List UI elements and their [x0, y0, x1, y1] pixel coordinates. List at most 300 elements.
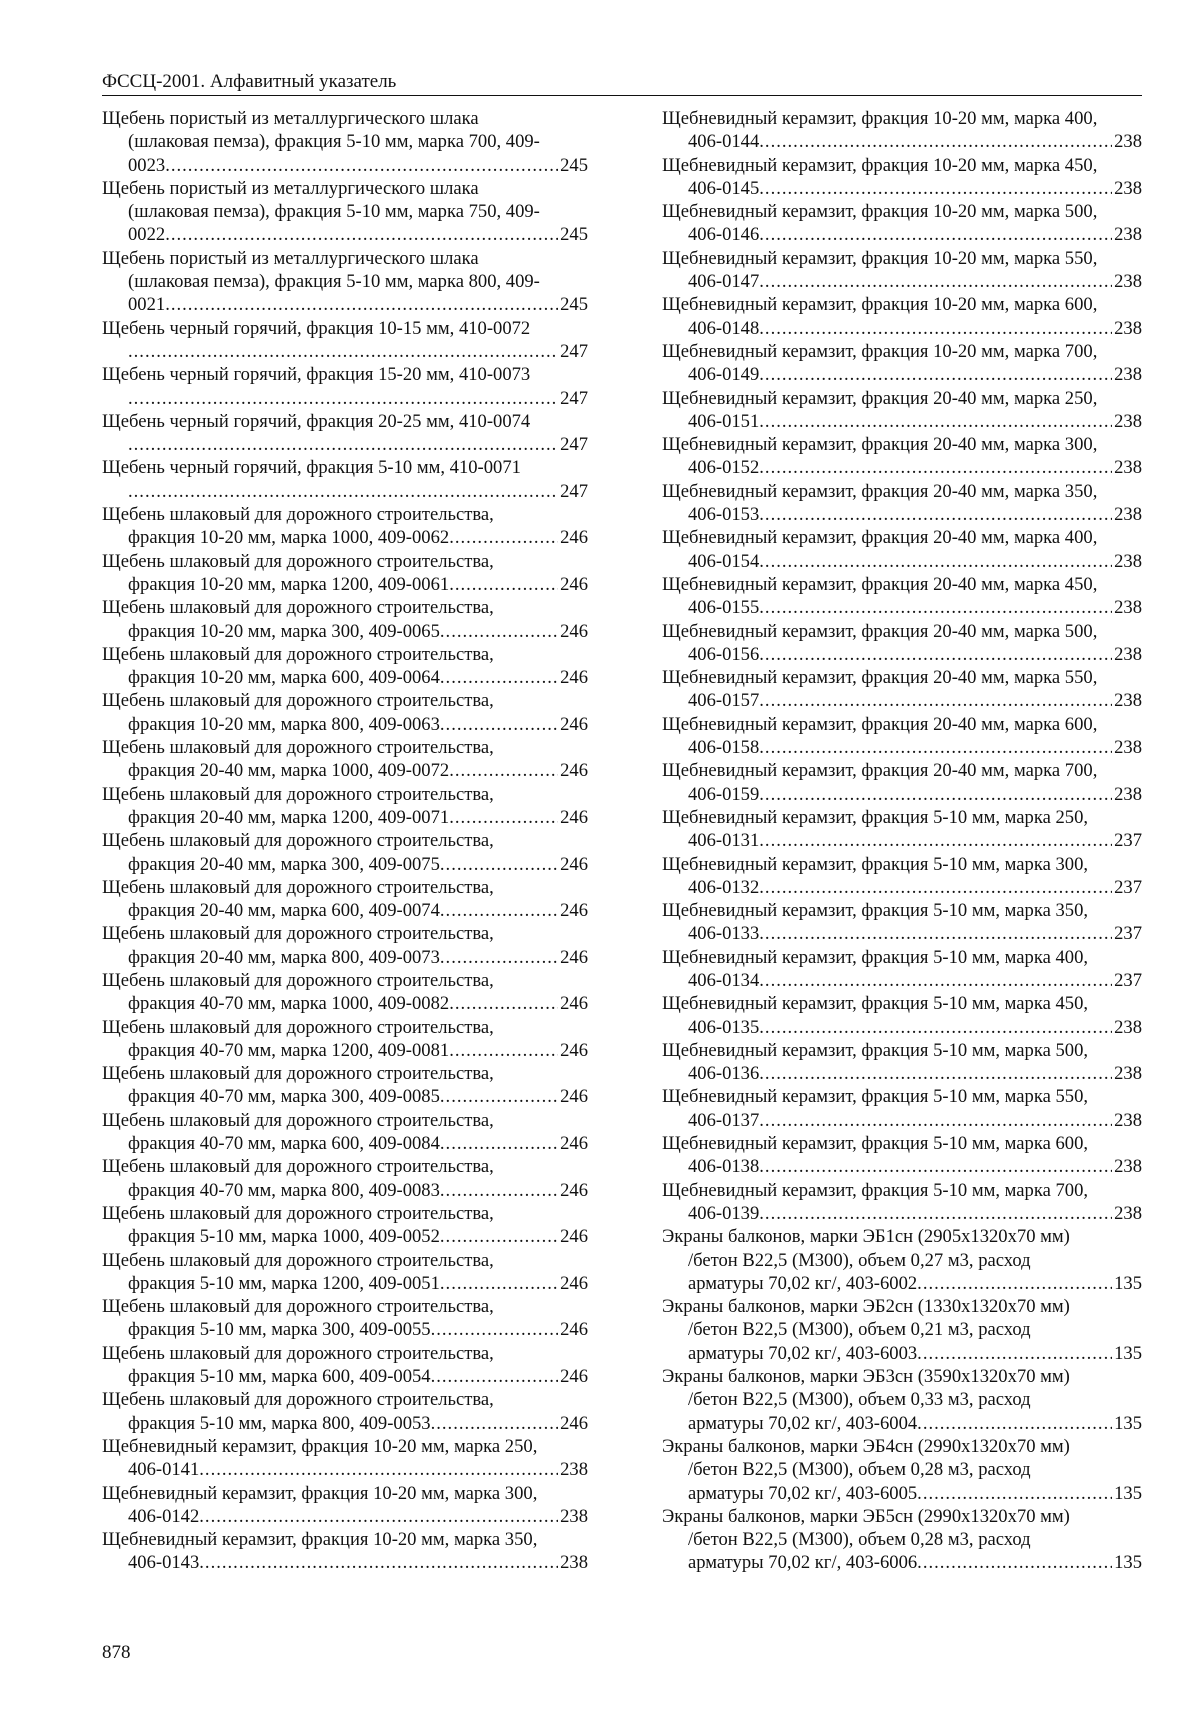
entry-leader-line	[128, 853, 588, 876]
dot-leader	[440, 899, 558, 922]
entry-text-line: Щебневидный керамзит, фракция 20-40 мм, марка 250,	[662, 387, 1098, 409]
entry-text-line: Щебневидный керамзит, фракция 5-10 мм, марка 500,	[662, 1039, 1089, 1061]
dot-leader	[440, 946, 558, 969]
dot-leader	[199, 1458, 558, 1481]
dot-leader	[440, 853, 558, 876]
entry-last-text: 406-0155	[688, 597, 760, 619]
entry-leader-line	[688, 1155, 1142, 1178]
index-entry	[102, 177, 588, 247]
dot-leader	[440, 1179, 558, 1202]
entry-text-line: Щебень шлаковый для дорожного строительства,	[102, 1296, 494, 1318]
entry-leader-line	[128, 946, 588, 969]
entry-leader-line	[688, 1062, 1142, 1085]
entry-page-number: 238	[1114, 597, 1142, 619]
entry-last-text: фракция 10-20 мм, марка 1000, 409-0062	[128, 527, 450, 549]
index-entry	[102, 969, 588, 1016]
entry-leader-line	[688, 503, 1142, 526]
dot-leader	[759, 736, 1112, 759]
entry-page-number: 246	[560, 527, 588, 549]
dot-leader	[128, 387, 558, 410]
entry-page-number: 237	[1114, 923, 1142, 945]
entry-text-line: Щебневидный керамзит, фракция 10-20 мм, марка 450,	[662, 154, 1098, 176]
entry-leader-line	[688, 550, 1142, 573]
index-entry	[662, 480, 1142, 527]
dot-leader	[759, 689, 1112, 712]
entry-last-text: 406-0138	[688, 1156, 760, 1178]
entry-leader-line	[128, 223, 588, 246]
entry-page-number: 245	[560, 294, 588, 316]
index-entry	[662, 946, 1142, 993]
dot-leader	[759, 363, 1112, 386]
entry-page-number: 238	[560, 1552, 588, 1574]
dot-leader	[440, 1085, 558, 1108]
dot-leader	[759, 922, 1112, 945]
entry-text-line: Щебневидный керамзит, фракция 10-20 мм, марка 500,	[662, 201, 1098, 223]
entry-leader-line	[688, 130, 1142, 153]
dot-leader	[449, 992, 558, 1015]
entry-page-number: 238	[1114, 550, 1142, 572]
entry-last-text: 406-0137	[688, 1109, 760, 1131]
entry-text-line: Щебневидный керамзит, фракция 10-20 мм, марка 300,	[102, 1482, 538, 1504]
entry-text-line: Щебневидный керамзит, фракция 5-10 мм, марка 250,	[662, 806, 1089, 828]
dot-leader	[759, 1016, 1112, 1039]
entry-text-line: Экраны балконов, марки ЭБ3сн (3590x1320x70 мм)	[662, 1366, 1070, 1388]
entry-leader-line	[688, 223, 1142, 246]
index-entry	[102, 1249, 588, 1296]
entry-page-number: 135	[1114, 1482, 1142, 1504]
index-entry	[102, 107, 588, 177]
entry-text-line: Экраны балконов, марки ЭБ1сн (2905x1320x70 мм)	[662, 1226, 1070, 1248]
index-entry	[662, 526, 1142, 573]
entry-text-line: (шлаковая пемза), фракция 5-10 мм, марка 700, 409-	[128, 131, 540, 153]
entry-leader-line	[128, 1225, 588, 1248]
entry-page-number: 238	[1114, 177, 1142, 199]
entry-text-line: Экраны балконов, марки ЭБ4сн (2990x1320x70 мм)	[662, 1435, 1070, 1457]
entry-page-number: 238	[1114, 504, 1142, 526]
entry-page-number: 247	[560, 387, 588, 409]
entry-last-text: 0023	[128, 154, 166, 176]
entry-page-number: 238	[1114, 1202, 1142, 1224]
entry-text-line: /бетон В22,5 (М300), объем 0,28 м3, расход	[688, 1529, 1031, 1551]
entry-page-number: 246	[560, 713, 588, 735]
entry-page-number: 238	[1114, 364, 1142, 386]
dot-leader	[759, 1062, 1112, 1085]
entry-last-text: 406-0139	[688, 1202, 760, 1224]
index-entry	[102, 1155, 588, 1202]
index-entry	[662, 853, 1142, 900]
entry-last-text: 406-0143	[128, 1552, 200, 1574]
entry-page-number: 238	[1114, 643, 1142, 665]
dot-leader	[440, 620, 558, 643]
dot-leader	[449, 573, 558, 596]
dot-leader	[431, 1318, 559, 1341]
dot-leader	[917, 1412, 1112, 1435]
entry-leader-line	[128, 899, 588, 922]
dot-leader	[165, 293, 558, 316]
entry-page-number: 237	[1114, 876, 1142, 898]
dot-leader	[759, 410, 1112, 433]
entry-leader-line	[128, 480, 588, 503]
entry-text-line: Щебень шлаковый для дорожного строительства,	[102, 550, 494, 572]
entry-leader-line	[688, 736, 1142, 759]
entry-text-line: Щебень шлаковый для дорожного строительства,	[102, 1156, 494, 1178]
dot-leader	[759, 317, 1112, 340]
index-column-left	[102, 107, 588, 1575]
index-entry	[102, 247, 588, 317]
entry-page-number: 238	[1114, 131, 1142, 153]
entry-leader-line	[128, 1272, 588, 1295]
dot-leader	[759, 783, 1112, 806]
index-entry	[662, 713, 1142, 760]
entry-leader-line	[688, 596, 1142, 619]
entry-text-line: Щебень шлаковый для дорожного строительства,	[102, 1202, 494, 1224]
entry-text-line: Щебень шлаковый для дорожного строительства,	[102, 690, 494, 712]
entry-last-text: 406-0144	[688, 131, 760, 153]
entry-last-text: арматуры 70,02 кг/, 403-6002	[688, 1272, 918, 1294]
entry-last-text: фракция 40-70 мм, марка 300, 409-0085	[128, 1086, 440, 1108]
entry-text-line: Щебневидный керамзит, фракция 10-20 мм, марка 250,	[102, 1435, 538, 1457]
entry-leader-line	[128, 620, 588, 643]
index-entry	[102, 1435, 588, 1482]
entry-last-text: фракция 10-20 мм, марка 600, 409-0064	[128, 667, 440, 689]
entry-text-line: Щебневидный керамзит, фракция 20-40 мм, марка 700,	[662, 760, 1098, 782]
entry-last-text: 406-0134	[688, 969, 760, 991]
entry-text-line: /бетон В22,5 (М300), объем 0,28 м3, расход	[688, 1459, 1031, 1481]
entry-last-text: фракция 40-70 мм, марка 600, 409-0084	[128, 1133, 440, 1155]
entry-last-text: фракция 5-10 мм, марка 300, 409-0055	[128, 1319, 431, 1341]
entry-last-text: 406-0131	[688, 830, 760, 852]
dot-leader	[165, 154, 558, 177]
dot-leader	[759, 1202, 1112, 1225]
dot-leader	[759, 130, 1112, 153]
entry-text-line: Щебневидный керамзит, фракция 20-40 мм, марка 500,	[662, 620, 1098, 642]
entry-page-number: 238	[1114, 1156, 1142, 1178]
entry-leader-line	[688, 876, 1142, 899]
entry-last-text: фракция 20-40 мм, марка 1200, 409-0071	[128, 806, 450, 828]
entry-last-text: 406-0149	[688, 364, 760, 386]
entry-leader-line	[128, 1412, 588, 1435]
entry-last-text: фракция 40-70 мм, марка 1200, 409-0081	[128, 1039, 450, 1061]
index-entry	[102, 1482, 588, 1529]
index-entry	[662, 340, 1142, 387]
entry-leader-line	[688, 1412, 1142, 1435]
dot-leader	[440, 1225, 558, 1248]
entry-leader-line	[688, 829, 1142, 852]
entry-leader-line	[688, 177, 1142, 200]
entry-leader-line	[688, 1551, 1142, 1574]
entry-last-text: 406-0151	[688, 410, 760, 432]
index-entry	[102, 410, 588, 457]
entry-page-number: 246	[560, 946, 588, 968]
entry-page-number: 246	[560, 1179, 588, 1201]
entry-text-line: Щебень пористый из металлургического шлака	[102, 108, 479, 129]
entry-text-line: Щебневидный керамзит, фракция 20-40 мм, марка 600,	[662, 713, 1098, 735]
index-entry	[102, 876, 588, 923]
entry-text-line: Щебень шлаковый для дорожного строительства,	[102, 876, 494, 898]
entry-text-line: (шлаковая пемза), фракция 5-10 мм, марка 750, 409-	[128, 201, 540, 223]
entry-page-number: 246	[560, 900, 588, 922]
dot-leader	[759, 596, 1112, 619]
entry-page-number: 238	[560, 1459, 588, 1481]
index-entry	[662, 666, 1142, 713]
entry-leader-line	[128, 713, 588, 736]
dot-leader	[917, 1551, 1112, 1574]
entry-last-text: фракция 20-40 мм, марка 600, 409-0074	[128, 900, 440, 922]
dot-leader	[759, 550, 1112, 573]
entry-page-number: 246	[560, 1272, 588, 1294]
entry-page-number: 237	[1114, 969, 1142, 991]
entry-page-number: 246	[560, 620, 588, 642]
entry-last-text: 406-0141	[128, 1459, 200, 1481]
dot-leader	[449, 759, 558, 782]
entry-page-number: 135	[1114, 1272, 1142, 1294]
entry-text-line: Щебень шлаковый для дорожного строительства,	[102, 737, 494, 759]
dot-leader	[128, 433, 558, 456]
entry-page-number: 238	[1114, 271, 1142, 293]
entry-text-line: Щебневидный керамзит, фракция 5-10 мм, марка 700,	[662, 1179, 1089, 1201]
dot-leader	[759, 1155, 1112, 1178]
entry-last-text: 406-0146	[688, 224, 760, 246]
entry-leader-line	[128, 992, 588, 1015]
index-entry	[102, 689, 588, 736]
entry-last-text: 406-0136	[688, 1063, 760, 1085]
entry-text-line: Щебневидный керамзит, фракция 5-10 мм, марка 300,	[662, 853, 1089, 875]
entry-leader-line	[688, 1202, 1142, 1225]
dot-leader	[449, 806, 558, 829]
entry-text-line: Щебневидный керамзит, фракция 20-40 мм, марка 550,	[662, 667, 1098, 689]
entry-text-line: /бетон В22,5 (М300), объем 0,33 м3, расход	[688, 1389, 1031, 1411]
entry-leader-line	[688, 1272, 1142, 1295]
index-entry	[662, 433, 1142, 480]
entry-page-number: 246	[560, 573, 588, 595]
index-entry	[662, 293, 1142, 340]
dot-leader	[917, 1272, 1112, 1295]
entry-text-line: Щебневидный керамзит, фракция 5-10 мм, марка 600,	[662, 1133, 1089, 1155]
dot-leader	[440, 1272, 558, 1295]
entry-last-text: арматуры 70,02 кг/, 403-6006	[688, 1552, 918, 1574]
entry-leader-line	[128, 1505, 588, 1528]
entry-page-number: 238	[1114, 1016, 1142, 1038]
entry-text-line: Щебень шлаковый для дорожного строительства,	[102, 1249, 494, 1271]
dot-leader	[128, 480, 558, 503]
entry-last-text: 406-0154	[688, 550, 760, 572]
entry-text-line: Щебневидный керамзит, фракция 20-40 мм, марка 300,	[662, 434, 1098, 456]
entry-leader-line	[688, 689, 1142, 712]
index-entry	[102, 1062, 588, 1109]
index-column-right	[662, 107, 1142, 1575]
entry-last-text: арматуры 70,02 кг/, 403-6005	[688, 1482, 918, 1504]
entry-last-text: фракция 5-10 мм, марка 800, 409-0053	[128, 1412, 431, 1434]
entry-leader-line	[128, 154, 588, 177]
entry-leader-line	[688, 1016, 1142, 1039]
dot-leader	[759, 270, 1112, 293]
dot-leader	[199, 1551, 558, 1574]
index-entry	[102, 503, 588, 550]
entry-text-line: Щебневидный керамзит, фракция 5-10 мм, марка 450,	[662, 993, 1089, 1015]
index-entry	[662, 387, 1142, 434]
entry-text-line: Щебень черный горячий, фракция 15-20 мм, 410-0073	[102, 364, 531, 386]
index-entry	[662, 1505, 1142, 1575]
entry-text-line: Щебневидный керамзит, фракция 5-10 мм, марка 400,	[662, 946, 1089, 968]
dot-leader	[917, 1342, 1112, 1365]
index-entry	[662, 806, 1142, 853]
index-entry	[662, 200, 1142, 247]
entry-last-text: фракция 40-70 мм, марка 1000, 409-0082	[128, 993, 450, 1015]
entry-text-line: (шлаковая пемза), фракция 5-10 мм, марка 800, 409-	[128, 271, 540, 293]
entry-leader-line	[688, 783, 1142, 806]
entry-page-number: 238	[1114, 737, 1142, 759]
entry-leader-line	[128, 1179, 588, 1202]
entry-leader-line	[128, 1039, 588, 1062]
entry-leader-line	[128, 387, 588, 410]
entry-text-line: Щебневидный керамзит, фракция 5-10 мм, марка 350,	[662, 900, 1089, 922]
entry-text-line: Щебень шлаковый для дорожного строительства,	[102, 504, 494, 526]
dot-leader	[128, 340, 558, 363]
entry-last-text: фракция 10-20 мм, марка 1200, 409-0061	[128, 573, 450, 595]
dot-leader	[759, 876, 1112, 899]
entry-last-text: фракция 20-40 мм, марка 800, 409-0073	[128, 946, 440, 968]
index-entry	[102, 1109, 588, 1156]
entry-last-text: 406-0152	[688, 457, 760, 479]
entry-text-line: Щебневидный керамзит, фракция 10-20 мм, марка 400,	[662, 108, 1098, 129]
entry-leader-line	[688, 643, 1142, 666]
entry-last-text: 406-0158	[688, 737, 760, 759]
entry-leader-line	[688, 410, 1142, 433]
entry-text-line: Щебневидный керамзит, фракция 20-40 мм, марка 450,	[662, 573, 1098, 595]
entry-text-line: Щебень шлаковый для дорожного строительства,	[102, 830, 494, 852]
index-entry	[102, 317, 588, 364]
entry-last-text: 406-0132	[688, 876, 760, 898]
entry-leader-line	[128, 666, 588, 689]
entry-leader-line	[128, 806, 588, 829]
entry-leader-line	[128, 1318, 588, 1341]
entry-last-text: 406-0142	[128, 1505, 200, 1527]
entry-leader-line	[128, 1132, 588, 1155]
dot-leader	[165, 223, 558, 246]
entry-text-line: Щебень пористый из металлургического шлака	[102, 177, 479, 199]
dot-leader	[917, 1482, 1112, 1505]
dot-leader	[449, 526, 558, 549]
entry-page-number: 246	[560, 806, 588, 828]
index-entry	[662, 573, 1142, 620]
entry-page-number: 246	[560, 1133, 588, 1155]
entry-page-number: 246	[560, 1039, 588, 1061]
dot-leader	[440, 666, 558, 689]
entry-page-number: 246	[560, 667, 588, 689]
entry-leader-line	[128, 573, 588, 596]
entry-text-line: Экраны балконов, марки ЭБ5сн (2990x1320x70 мм)	[662, 1505, 1070, 1527]
index-entry	[662, 992, 1142, 1039]
dot-leader	[449, 1039, 558, 1062]
entry-page-number: 246	[560, 1366, 588, 1388]
entry-page-number: 238	[560, 1505, 588, 1527]
entry-leader-line	[688, 1482, 1142, 1505]
entry-leader-line	[688, 922, 1142, 945]
entry-text-line: /бетон В22,5 (М300), объем 0,21 м3, расход	[688, 1319, 1031, 1341]
entry-text-line: Щебень шлаковый для дорожного строительства,	[102, 1342, 494, 1364]
entry-leader-line	[688, 1342, 1142, 1365]
index-entry	[662, 1225, 1142, 1295]
entry-last-text: 0021	[128, 294, 166, 316]
entry-page-number: 246	[560, 1319, 588, 1341]
entry-leader-line	[688, 969, 1142, 992]
index-entry	[102, 1016, 588, 1063]
index-entry	[102, 363, 588, 410]
index-entry	[662, 1039, 1142, 1086]
entry-last-text: фракция 5-10 мм, марка 1000, 409-0052	[128, 1226, 440, 1248]
index-entry	[662, 1085, 1142, 1132]
entry-last-text: 406-0148	[688, 317, 760, 339]
entry-leader-line	[128, 293, 588, 316]
entry-last-text: 406-0157	[688, 690, 760, 712]
entry-last-text: арматуры 70,02 кг/, 403-6003	[688, 1342, 918, 1364]
entry-last-text: фракция 5-10 мм, марка 1200, 409-0051	[128, 1272, 440, 1294]
entry-text-line: Щебневидный керамзит, фракция 10-20 мм, марка 550,	[662, 247, 1098, 269]
entry-page-number: 237	[1114, 830, 1142, 852]
dot-leader	[759, 969, 1112, 992]
entry-text-line: Щебень шлаковый для дорожного строительства,	[102, 1016, 494, 1038]
dot-leader	[759, 829, 1112, 852]
index-entry	[662, 1435, 1142, 1505]
entry-page-number: 247	[560, 340, 588, 362]
entry-text-line: Щебневидный керамзит, фракция 10-20 мм, марка 700,	[662, 340, 1098, 362]
entry-page-number: 238	[1114, 783, 1142, 805]
index-entry	[662, 759, 1142, 806]
dot-leader	[759, 503, 1112, 526]
entry-page-number: 238	[1114, 224, 1142, 246]
entry-page-number: 238	[1114, 317, 1142, 339]
index-entry	[102, 1202, 588, 1249]
dot-leader	[759, 643, 1112, 666]
entry-text-line: Щебневидный керамзит, фракция 10-20 мм, марка 350,	[102, 1529, 538, 1551]
entry-leader-line	[688, 270, 1142, 293]
dot-leader	[759, 177, 1112, 200]
entry-last-text: 406-0145	[688, 177, 760, 199]
entry-text-line: Щебень черный горячий, фракция 20-25 мм, 410-0074	[102, 410, 531, 432]
entry-page-number: 246	[560, 1086, 588, 1108]
index-entry	[662, 154, 1142, 201]
entry-leader-line	[688, 1109, 1142, 1132]
entry-leader-line	[688, 363, 1142, 386]
entry-page-number: 245	[560, 224, 588, 246]
index-entry	[102, 783, 588, 830]
entry-leader-line	[688, 317, 1142, 340]
entry-page-number: 135	[1114, 1342, 1142, 1364]
entry-page-number: 238	[1114, 1109, 1142, 1131]
index-entry	[662, 1295, 1142, 1365]
entry-last-text: арматуры 70,02 кг/, 403-6004	[688, 1412, 918, 1434]
index-entry	[102, 643, 588, 690]
entry-page-number: 245	[560, 154, 588, 176]
entry-page-number: 238	[1114, 457, 1142, 479]
entry-text-line: Щебень шлаковый для дорожного строительства,	[102, 1063, 494, 1085]
entry-page-number: 246	[560, 993, 588, 1015]
entry-text-line: Щебень шлаковый для дорожного строительства,	[102, 923, 494, 945]
entry-page-number: 247	[560, 434, 588, 456]
entry-last-text: фракция 10-20 мм, марка 300, 409-0065	[128, 620, 440, 642]
entry-text-line: Щебень шлаковый для дорожного строительства,	[102, 643, 494, 665]
index-entry	[102, 922, 588, 969]
entry-leader-line	[128, 433, 588, 456]
index-entry	[662, 247, 1142, 294]
index-entry	[102, 550, 588, 597]
entry-text-line: Щебень шлаковый для дорожного строительства,	[102, 783, 494, 805]
entry-page-number: 246	[560, 1226, 588, 1248]
index-entry	[102, 736, 588, 783]
index-entry	[662, 1132, 1142, 1179]
entry-last-text: 406-0156	[688, 643, 760, 665]
entry-text-line: /бетон В22,5 (М300), объем 0,27 м3, расход	[688, 1249, 1031, 1271]
